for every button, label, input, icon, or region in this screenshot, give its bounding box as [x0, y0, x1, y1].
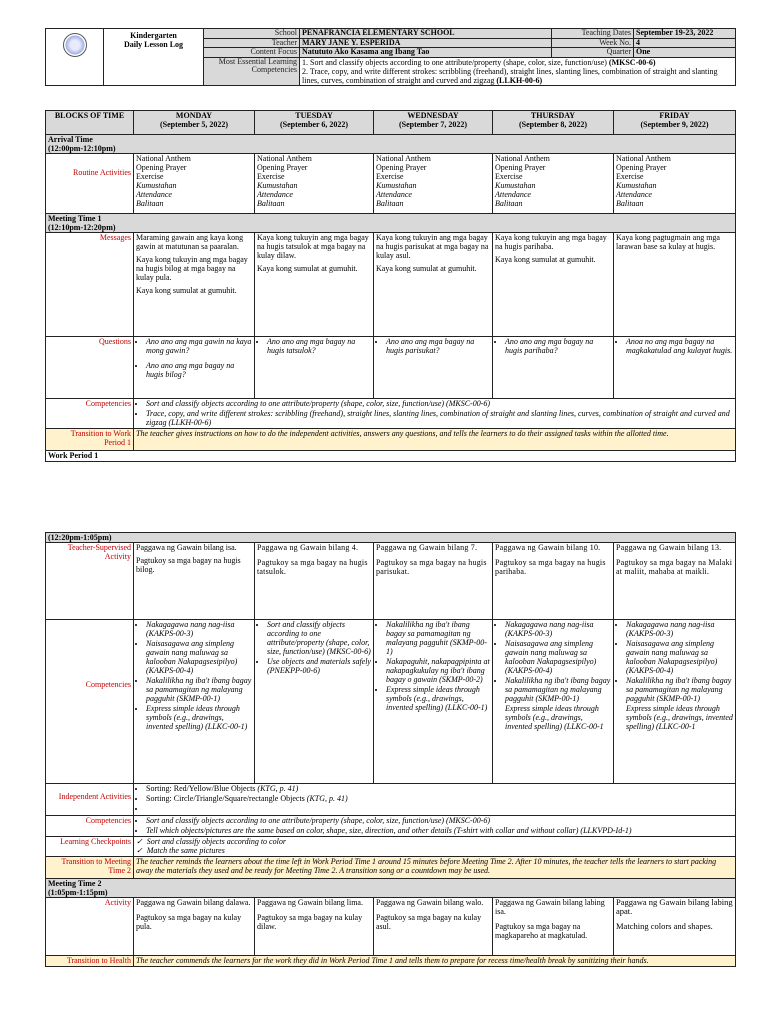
- teacher-value: MARY JANE Y. ESPERIDA: [300, 38, 552, 48]
- activity-tue: Paggawa ng Gawain bilang lima. Pagtukoy sa mga bagay na kulay dilaw.: [255, 898, 374, 956]
- routine-item: Exercise: [616, 172, 644, 181]
- title-line-1: Kindergarten: [130, 31, 177, 40]
- week-label: Week No.: [552, 38, 634, 48]
- week-value: 4: [634, 38, 736, 48]
- friday-header: FRIDAY (September 9, 2022): [614, 111, 736, 135]
- tsa-fri: Paggawa ng Gawain bilang 13. Pagtukoy sa mga bagay na Malaki at maliit, mahaba at maikli.: [614, 543, 736, 620]
- competency-item: • Nakalilikha ng iba't ibang bagay sa pamamagitan ng malayang pagguhit (SKMP-00-1): [386, 620, 490, 656]
- tsa-thu: Paggawa ng Gawain bilang 10. Pagtukoy sa mga bagay na hugis parihaba.: [493, 543, 614, 620]
- message-tue: Kaya kong tukuyin ang mga bagay na hugis tatsulok at mga bagay na kulay dilaw. Kaya kong sumulat at gumuhit.: [255, 233, 374, 337]
- mec-2-code: (LLKH-00-6): [496, 75, 543, 85]
- routine-item: Balitaan: [616, 199, 644, 208]
- routine-item: Kumustahan: [257, 181, 298, 190]
- teacher-supervised-label: Teacher-Supervised Activity: [46, 543, 134, 620]
- routine-item: National Anthem: [136, 154, 191, 163]
- content-focus-value: Natututo Ako Kasama ang Ibang Tao: [300, 48, 552, 58]
- routine-item: Exercise: [376, 172, 404, 181]
- independent-activities-label: Independent Activities: [46, 784, 134, 816]
- routine-item: Balitaan: [257, 199, 285, 208]
- routine-cell-tue: [255, 154, 374, 214]
- mec-2: 2. Trace, copy, and write different strokes: scribbling (freehand), straight lines, slanting lines, combination of straight and slanting lines, curves, combination of straight and curved and zigzag: [302, 66, 718, 85]
- competency-item: • Nakagagawa nang nag-iisa (KAKPS-00-3): [146, 620, 252, 638]
- routine-item: Attendance: [376, 190, 412, 199]
- check-icon: ✓: [136, 837, 143, 846]
- activity-thu: Paggawa ng Gawain bilang labing isa. Pagtukoy sa mga bagay na magkapareho at magkatulad.: [493, 898, 614, 956]
- competency-item: • Nakalilikha ng iba't ibang bagay sa pamamagitan ng malayang pagguhit (SKMP-00-1): [505, 676, 611, 703]
- routine-item: Exercise: [136, 172, 164, 181]
- deped-seal-icon: [63, 33, 87, 57]
- competency-item: • Express simple ideas through symbols (e.g., drawings, invented spelling) (LLKC-00-1): [146, 704, 252, 731]
- comp-thu-extra: Express simple ideas through symbols (e.g., drawings, invented spelling) (LLKC-00-1: [505, 704, 604, 731]
- competency-item: • Nakagagawa nang nag-iisa (KAKPS-00-3): [626, 620, 733, 638]
- competency-item: • Nakalilikha ng iba't ibang bagay sa pamamagitan ng malayang pagguhit (SKMP-00-1): [626, 676, 733, 703]
- routine-item: Balitaan: [376, 199, 404, 208]
- comp-fri: [614, 620, 736, 784]
- routine-cell-mon: [134, 154, 255, 214]
- activity-wed: Paggawa ng Gawain bilang walo. Pagtukoy sa mga bagay na kulay asul.: [374, 898, 493, 956]
- deped-logo-cell: [46, 29, 104, 86]
- questions-fri: • Anoa no ang mga bagay na magkakatulad ang kulayat hugis.: [614, 337, 736, 399]
- learning-checkpoints: ✓ Sort and classify objects according to color ✓ Match the same pictures: [134, 837, 736, 857]
- competency-item: • Naisasagawa ang simpleng gawain nang maluwag sa kalooban Nakapagsesipilyo) (KAKPS-00-4): [146, 639, 252, 675]
- questions-thu: • Ano ano ang mga bagay na hugis parihaba?: [493, 337, 614, 399]
- arrival-time-section: Arrival Time (12:00pm-12:10pm): [46, 135, 736, 154]
- mec-1-code: (MKSC-00-6): [608, 57, 656, 67]
- competencies-label-1: Competencies: [46, 399, 134, 429]
- tsa-tue: Paggawa ng Gawain bilang 4. Pagtukoy sa mga bagay na hugis tatsulok.: [255, 543, 374, 620]
- comp-wed: [374, 620, 493, 784]
- questions-label: Questions: [46, 337, 134, 399]
- competency-item: • Naisasagawa ang simpleng gawain nang maluwag sa kalooban Nakapagsesipilyo) (KAKPS-00-4): [626, 639, 733, 675]
- routine-item: Opening Prayer: [616, 163, 667, 172]
- lesson-log-page-2: [45, 532, 735, 967]
- routine-item: National Anthem: [257, 154, 312, 163]
- work-period-1-section: Work Period 1: [46, 451, 736, 462]
- routine-item: Balitaan: [495, 199, 523, 208]
- title-line-2: Daily Lesson Log: [123, 39, 184, 49]
- routine-item: Kumustahan: [136, 181, 177, 190]
- routine-item: Attendance: [136, 190, 172, 199]
- routine-item: Opening Prayer: [257, 163, 308, 172]
- messages-label: Messages: [46, 233, 134, 337]
- ind-competencies: • Sort and classify objects according to one attribute/property (shape, color, size, function/use) (MKSC-00-6) • Tell which objects/pictures are the same based on color, shape, size, direction, and other details (T-shirt with collar and without collar) (LLKVPD-Id-1): [134, 816, 736, 837]
- header-table: [45, 28, 736, 86]
- competency-item: • Naisasagawa ang simpleng gawain nang maluwag sa kalooban Nakapagsesipilyo) (KAKPS-00-4): [505, 639, 611, 675]
- message-thu: Kaya kong tukuyin ang mga bagay na hugis parihaba. Kaya kong sumulat at gumuhit.: [493, 233, 614, 337]
- activity-label: Activity: [46, 898, 134, 956]
- routine-item: Attendance: [495, 190, 531, 199]
- log-title: [104, 29, 204, 86]
- lesson-log-page-1: [45, 110, 735, 462]
- transition-work-label: Transition to Work Period 1: [46, 429, 134, 451]
- routine-item: Opening Prayer: [376, 163, 427, 172]
- wednesday-header: WEDNESDAY (September 7, 2022): [374, 111, 493, 135]
- transition-work-text: The teacher gives instructions on how to do the independent activities, answers any questions, and tells the learners to do their assigned tasks within the allotted time.: [134, 429, 736, 451]
- competency-item: • Sort and classify objects according to one attribute/property (shape, color, size, function/use) (MKSC-00-6): [267, 620, 371, 656]
- message-wed: Kaya kong tukuyin ang mga bagay na hugis parisukat at mga bagay na kulay asul. Kaya kong sumulat at gumuhit.: [374, 233, 493, 337]
- routine-item: Exercise: [495, 172, 523, 181]
- teaching-dates-label: Teaching Dates: [552, 29, 634, 39]
- transition-health-label: Transition to Health: [46, 956, 134, 967]
- routine-cell-wed: [374, 154, 493, 214]
- school-value: PENAFRANCIA ELEMENTARY SCHOOL: [300, 29, 552, 39]
- routine-item: Attendance: [257, 190, 293, 199]
- questions-tue: • Ano ano ang mga bagay na hugis tatsulok?: [255, 337, 374, 399]
- message-fri: Kaya kong pagtugmain ang mga larawan base sa kulay at hugis.: [614, 233, 736, 337]
- routine-item: Opening Prayer: [495, 163, 546, 172]
- teacher-label: Teacher: [204, 38, 300, 48]
- mec-1: 1. Sort and classify objects according to one attribute/property (shape, color, size, function/use): [302, 57, 607, 67]
- teaching-dates-value: September 19-23, 2022: [634, 29, 736, 39]
- routine-cell-thu: [493, 154, 614, 214]
- blocks-of-time-header: BLOCKS OF TIME: [46, 111, 134, 135]
- questions-wed: • Ano ano ang mga bagay na hugis parisukat?: [374, 337, 493, 399]
- routine-item: National Anthem: [495, 154, 550, 163]
- tsa-wed: Paggawa ng Gawain bilang 7. Pagtukoy sa mga bagay na hugis parisukat.: [374, 543, 493, 620]
- meeting-time-2-section: Meeting Time 2 (1:05pm-1:15pm): [46, 879, 736, 898]
- mec-value: [300, 57, 736, 85]
- monday-header: MONDAY (September 5, 2022): [134, 111, 255, 135]
- routine-item: Kumustahan: [616, 181, 657, 190]
- check-icon: ✓: [136, 846, 143, 855]
- routine-item: National Anthem: [376, 154, 431, 163]
- daily-table-2: [45, 532, 736, 967]
- transition-health-text: The teacher commends the learners for the work they did in Work Period Time 1 and tells them to prepare for recess time/health break by sanitizing their hands.: [134, 956, 736, 967]
- activity-mon: Paggawa ng Gawain bilang dalawa. Pagtukoy sa mga bagay na kulay pula.: [134, 898, 255, 956]
- competencies-label-3: Competencies: [46, 816, 134, 837]
- routine-item: Kumustahan: [495, 181, 536, 190]
- comp-tue: [255, 620, 374, 784]
- independent-activities: • Sorting: Red/Yellow/Blue Objects (KTG, p. 41) • Sorting: Circle/Triangle/Square/rectangle Objects (KTG, p. 41) •: [134, 784, 736, 816]
- tsa-mon: Paggawa ng Gawain bilang isa. Pagtukoy sa mga bagay na hugis bilog.: [134, 543, 255, 620]
- transition-meeting2-text: The teacher reminds the learners about the time left in Work Period Time 1 around 15 minutes before Meeting Time 2. After 10 minutes, the teacher tells the learners to start packing away the materials they used and be ready for Meeting Time 2. A transition song or a countdown may be used.: [134, 857, 736, 879]
- learning-checkpoints-label: Learning Checkpoints: [46, 837, 134, 857]
- competency-item: • Use objects and materials safely (PNEKPP-00-6): [267, 657, 371, 675]
- competency-item: • Nakapaguhit, nakapagpipinta at nakapagkukulay ng iba't ibang bagay o gawain (SKMP-00-2): [386, 657, 490, 684]
- competencies-label-2: Competencies: [46, 620, 134, 784]
- work-period-time: (12:20pm-1:05pm): [46, 533, 736, 543]
- school-label: School: [204, 29, 300, 39]
- competency-item: • Nakalilikha ng iba't ibang bagay sa pamamagitan ng malayang pagguhit (SKMP-00-1): [146, 676, 252, 703]
- comp-mon: [134, 620, 255, 784]
- tuesday-header: TUESDAY (September 6, 2022): [255, 111, 374, 135]
- thursday-header: THURSDAY (September 8, 2022): [493, 111, 614, 135]
- competency-item: • Nakagagawa nang nag-iisa (KAKPS-00-3): [505, 620, 611, 638]
- competencies-meeting1: • Sort and classify objects according to one attribute/property (shape, color, size, function/use) (MKSC-00-6) • Trace, copy, and write different strokes: scribbling (freehand), straight lines, slanting lines, combination of straight and slanting lines, curves, combination of straight and curved and zigzag (LLKH-00-6): [134, 399, 736, 429]
- comp-thu: [493, 620, 614, 784]
- daily-table-1: [45, 110, 736, 462]
- competency-item: • Express simple ideas through symbols (e.g., drawings, invented spelling) (LLKC-00-1): [386, 685, 490, 712]
- message-mon: Maraming gawain ang kaya kong gawin at matutunan sa paaralan. Kaya kong tukuyin ang mga bagay na hugis bilog at mga bagay na kulay pula. Kaya kong sumulat at gumuhit.: [134, 233, 255, 337]
- comp-fri-extra: Express simple ideas through symbols (e.g., drawings, invented spelling) (LLKC-00-1: [626, 704, 733, 731]
- meeting-time-1-section: Meeting Time 1 (12:10pm-12:20pm): [46, 214, 736, 233]
- routine-cell-fri: [614, 154, 736, 214]
- content-focus-label: Content Focus: [204, 48, 300, 58]
- quarter-value: One: [634, 48, 736, 58]
- lesson-log-header: [45, 28, 735, 86]
- routine-item: Attendance: [616, 190, 652, 199]
- quarter-label: Quarter: [552, 48, 634, 58]
- routine-item: Opening Prayer: [136, 163, 187, 172]
- routine-item: Balitaan: [136, 199, 164, 208]
- activity-fri: Paggawa ng Gawain bilang labing apat. Matching colors and shapes.: [614, 898, 736, 956]
- transition-meeting2-label: Transition to Meeting Time 2: [46, 857, 134, 879]
- routine-activities-label: Routine Activities: [46, 154, 134, 214]
- routine-item: Kumustahan: [376, 181, 417, 190]
- routine-item: National Anthem: [616, 154, 671, 163]
- routine-item: Exercise: [257, 172, 285, 181]
- mec-label: Most Essential Learning Competencies: [204, 57, 300, 85]
- questions-mon: • Ano ano ang mga gawin na kaya mong gawin? • Ano ano ang mga bagay na hugis bilog?: [134, 337, 255, 399]
